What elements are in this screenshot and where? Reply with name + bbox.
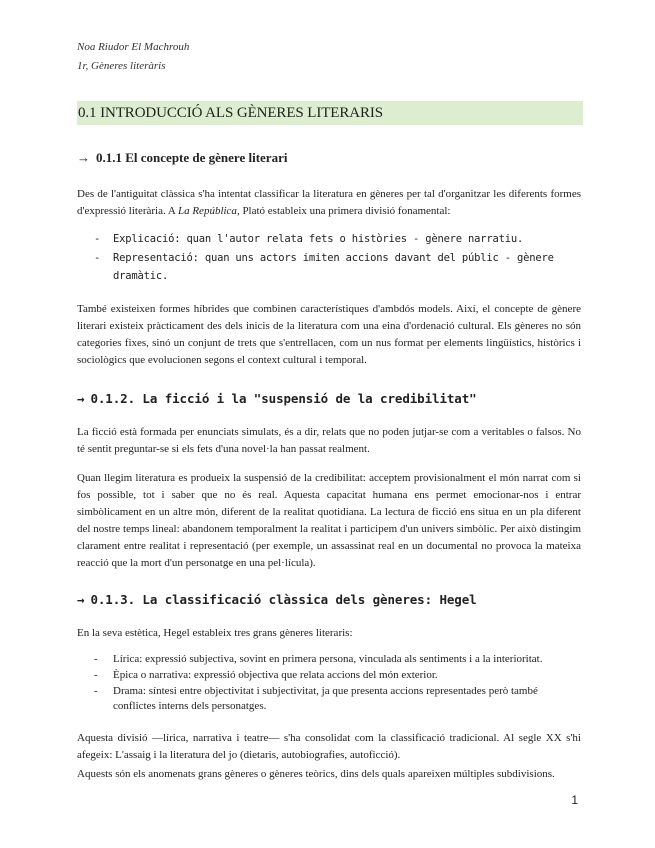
paragraph-text: , Plató estableix una primera divisió fonamental:	[236, 205, 451, 217]
paragraph: Aquests són els anomenats grans gèneres o gèneres teòrics, dins dels quals apareixen múltiples subdivisions.	[77, 768, 555, 780]
list-item: - Representació: quan uns actors imiten accions davant del públic - gènere dramàtic.	[77, 249, 581, 285]
author-name: Noa Riudor El Machrouh	[77, 41, 190, 53]
section-heading-2-text: 0.1.2. La ficció i la "suspensió de la credibilitat"	[90, 391, 477, 406]
document-body	[77, 150, 581, 795]
section-heading-2	[77, 391, 581, 406]
plato-list	[77, 230, 581, 285]
paragraph	[77, 186, 581, 220]
paragraph: La ficció està formada per enunciats simulats, és a dir, relats que no poden jutjar-se com a veritables o falsos. No té sentit preguntar-se si els fets d'una novel·la han passat realment.	[77, 426, 581, 455]
list-item: - Lírica: expressió subjectiva, sovint en primera persona, vinculada als sentiments i a la interioritat.	[77, 652, 581, 667]
list-item: - Drama: síntesi entre objectivitat i subjectivitat, ja que presenta accions representades però també conflictes interns dels personatges.	[77, 684, 581, 714]
list-item: - Explicació: quan l'autor relata fets o històries - gènere narratiu.	[77, 230, 581, 248]
paragraph: També existeixen formes híbrides que combinen característiques d'ambdós models. Així, el concepte de gènere literari existeix pràcticament des dels inicis de la literatura com una eina d'ordenació cultural. Els gèneres no són categories fixes, sinó un conjunt de trets que s'entrellacen, com un nus format per elements lingüístics, històrics i sociològics que evolucionen segons el context cultural i temporal.	[77, 303, 581, 366]
section-heading-1	[77, 150, 581, 166]
paragraph: Aquesta divisió —lírica, narrativa i teatre— s'ha consolidat com la classificació tradicional. Al segle XX s'hi afegeix: L'assaig i la literatura del jo (dietaris, autobiografies, autoficció).	[77, 732, 581, 761]
page-header	[77, 38, 189, 76]
page-number: 1	[571, 793, 578, 807]
section-heading-3-text: 0.1.3. La classificació clàssica dels gèneres: Hegel	[90, 592, 477, 607]
section-heading-1-text: 0.1.1 El concepte de gènere literari	[96, 150, 288, 165]
hegel-list	[77, 652, 581, 714]
paragraph-text: Des de l'antiguitat clàssica s'ha intentat classificar la literatura en gèneres per tal d'organitzar les diferents formes d'expressió literària. A	[77, 188, 581, 217]
paragraph: Quan llegim literatura es produeix la suspensió de la credibilitat: acceptem provisionalment el món narrat com si fos possible, tot i saber que no és real. Aquesta capacitat humana ens permet emocionar-nos i entrar simbòlicament en un altre món, diferent de la realitat quotidiana. La lectura de ficció ens situa en un pla diferent del nostre temps lineal: abandonem temporalment la realitat i participem d'un univers simbòlic. Per això distingim clarament entre realitat i representació (per exemple, un assassinat real en un documental no provoca la mateixa reacció que la mort d'un personatge en una pel·lícula).	[77, 472, 581, 569]
course-name: 1r, Gèneres literàris	[77, 60, 166, 72]
list-item: - Èpica o narrativa: expressió objectiva que relata accions del món exterior.	[77, 668, 581, 683]
arrow-icon: →	[77, 150, 90, 165]
paragraph: En la seva estètica, Hegel estableix tres grans gèneres literaris:	[77, 627, 353, 639]
book-title: La República	[177, 205, 237, 217]
arrow-icon: →	[77, 391, 85, 406]
section-heading-3	[77, 592, 581, 607]
chapter-title: 0.1 INTRODUCCIÓ ALS GÈNERES LITERARIS	[77, 101, 583, 125]
arrow-icon: →	[77, 592, 85, 607]
